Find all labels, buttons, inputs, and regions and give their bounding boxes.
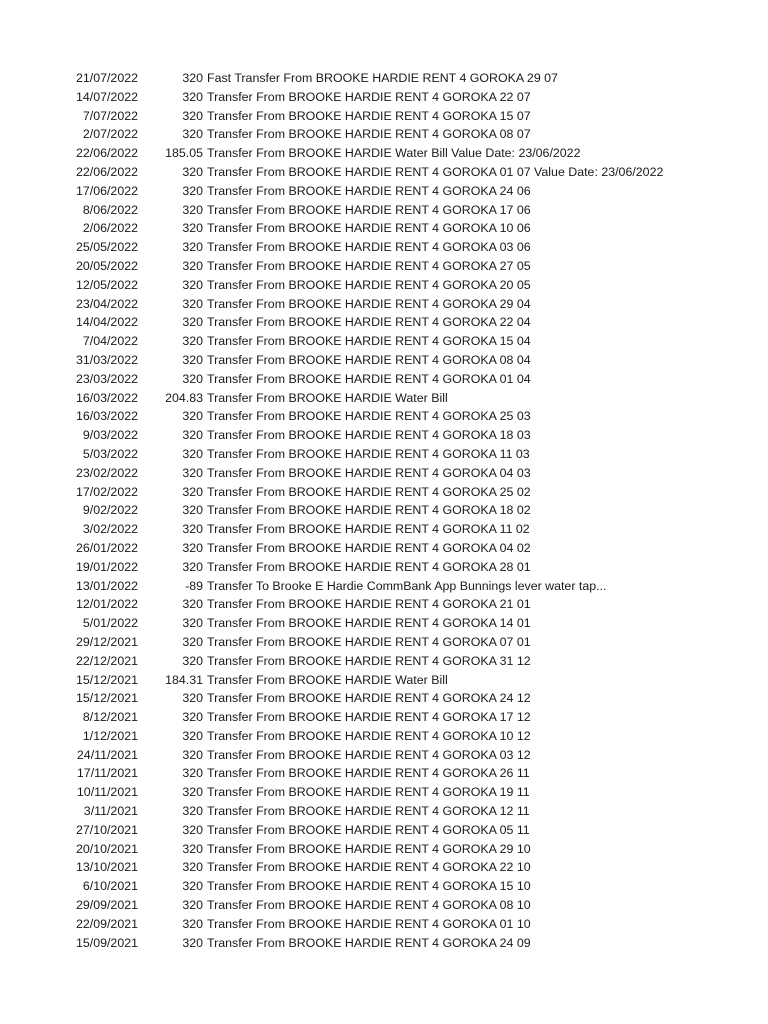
transaction-date: 17/02/2022 <box>75 484 138 499</box>
transaction-description: Transfer From BROOKE HARDIE RENT 4 GOROKA 08 04 <box>207 352 531 367</box>
transaction-description: Transfer From BROOKE HARDIE RENT 4 GOROKA 15 07 <box>207 108 531 123</box>
transaction-date: 2/06/2022 <box>82 221 138 236</box>
transaction-date: 10/11/2021 <box>76 785 138 800</box>
transaction-row <box>0 652 768 671</box>
transaction-description: Transfer From BROOKE HARDIE RENT 4 GOROKA 28 01 <box>207 559 531 574</box>
transaction-row <box>0 370 768 389</box>
transaction-row <box>0 577 768 596</box>
transaction-description: Transfer From BROOKE HARDIE RENT 4 GOROKA 15 04 <box>207 334 531 349</box>
transaction-amount: 320 <box>182 728 203 743</box>
transaction-amount: 320 <box>182 860 203 875</box>
transaction-amount: 320 <box>182 879 203 894</box>
transaction-amount: 320 <box>182 296 203 311</box>
transaction-date: 9/03/2022 <box>82 428 138 443</box>
transaction-row <box>0 746 768 765</box>
transaction-amount: 320 <box>182 766 203 781</box>
transaction-amount: 320 <box>182 747 203 762</box>
transaction-amount: 204.83 <box>165 390 203 405</box>
transaction-amount: 320 <box>182 710 203 725</box>
transaction-row <box>0 877 768 896</box>
transaction-amount: 320 <box>182 221 203 236</box>
transaction-row <box>0 558 768 577</box>
transaction-amount: 320 <box>182 446 203 461</box>
transaction-date: 20/05/2022 <box>75 258 138 273</box>
transaction-description: Transfer From BROOKE HARDIE RENT 4 GOROKA 05 11 <box>207 822 530 837</box>
transaction-description: Transfer From BROOKE HARDIE RENT 4 GOROKA 25 02 <box>207 484 531 499</box>
transaction-date: 17/11/2021 <box>76 766 138 781</box>
transaction-row <box>0 520 768 539</box>
transaction-date: 27/10/2021 <box>75 822 138 837</box>
transaction-amount: 320 <box>182 240 203 255</box>
transaction-date: 14/04/2022 <box>75 315 138 330</box>
transaction-amount: 320 <box>182 71 203 85</box>
transaction-row <box>0 858 768 877</box>
transaction-amount: 320 <box>182 89 203 104</box>
transaction-description: Transfer From BROOKE HARDIE RENT 4 GOROKA 01 04 <box>207 371 531 386</box>
transaction-row <box>0 802 768 821</box>
transaction-date: 16/03/2022 <box>75 390 138 405</box>
transaction-amount: 320 <box>182 409 203 424</box>
transaction-row <box>0 295 768 314</box>
transaction-description: Transfer From BROOKE HARDIE RENT 4 GOROKA 08 10 <box>207 898 531 913</box>
transaction-date: 9/02/2022 <box>82 503 138 518</box>
transaction-description: Transfer From BROOKE HARDIE RENT 4 GOROKA 24 12 <box>207 691 531 706</box>
transaction-description: Transfer From BROOKE HARDIE RENT 4 GOROKA 22 10 <box>207 860 531 875</box>
transaction-row <box>0 708 768 727</box>
transaction-amount: 320 <box>182 634 203 649</box>
transaction-description: Transfer From BROOKE HARDIE RENT 4 GOROKA 04 03 <box>207 465 531 480</box>
transaction-row <box>0 727 768 746</box>
transaction-amount: 320 <box>182 371 203 386</box>
transaction-description: Transfer To Brooke E Hardie CommBank App Bunnings lever water tap... <box>207 578 607 593</box>
transaction-description: Transfer From BROOKE HARDIE RENT 4 GOROKA 11 02 <box>207 522 530 537</box>
transaction-row <box>0 764 768 783</box>
transaction-date: 7/04/2022 <box>82 334 138 349</box>
transaction-row <box>0 595 768 614</box>
transaction-description: Transfer From BROOKE HARDIE RENT 4 GOROKA 20 05 <box>207 277 531 292</box>
transaction-row <box>0 483 768 502</box>
transaction-date: 15/12/2021 <box>75 691 138 706</box>
transaction-description: Transfer From BROOKE HARDIE RENT 4 GOROKA 25 03 <box>207 409 531 424</box>
transaction-date: 29/12/2021 <box>75 634 138 649</box>
transaction-description: Transfer From BROOKE HARDIE RENT 4 GOROKA 22 04 <box>207 315 531 330</box>
transaction-amount: 320 <box>182 108 203 123</box>
transaction-row <box>0 915 768 934</box>
transaction-row <box>0 107 768 126</box>
transaction-description: Fast Transfer From BROOKE HARDIE RENT 4 GOROKA 29 07 <box>207 71 558 85</box>
transaction-row <box>0 257 768 276</box>
transaction-description: Transfer From BROOKE HARDIE Water Bill <box>207 390 448 405</box>
transaction-date: 22/12/2021 <box>75 653 138 668</box>
transaction-row <box>0 464 768 483</box>
transaction-amount: 320 <box>182 127 203 142</box>
transaction-date: 1/12/2021 <box>82 728 138 743</box>
transaction-row <box>0 276 768 295</box>
transaction-row <box>0 840 768 859</box>
transaction-amount: 320 <box>182 315 203 330</box>
transaction-date: 22/06/2022 <box>75 164 138 179</box>
transaction-amount: 184.31 <box>165 672 203 687</box>
transaction-description: Transfer From BROOKE HARDIE RENT 4 GOROKA 14 01 <box>207 616 531 631</box>
transaction-description: Transfer From BROOKE HARDIE RENT 4 GOROKA 31 12 <box>207 653 531 668</box>
transaction-amount: 320 <box>182 822 203 837</box>
transaction-date: 13/01/2022 <box>75 578 138 593</box>
transaction-description: Transfer From BROOKE HARDIE RENT 4 GOROKA 27 05 <box>207 258 531 273</box>
transaction-date: 12/01/2022 <box>75 597 138 612</box>
transaction-amount: 320 <box>182 916 203 931</box>
transaction-amount: 320 <box>182 898 203 913</box>
transaction-date: 24/11/2021 <box>76 747 138 762</box>
transaction-row <box>0 389 768 408</box>
transaction-description: Transfer From BROOKE HARDIE Water Bill Value Date: 23/06/2022 <box>207 146 581 161</box>
transaction-description: Transfer From BROOKE HARDIE RENT 4 GOROKA 29 04 <box>207 296 531 311</box>
transaction-row <box>0 501 768 520</box>
transaction-date: 17/06/2022 <box>75 183 138 198</box>
transaction-row <box>0 783 768 802</box>
transaction-amount: 320 <box>182 428 203 443</box>
transaction-description: Transfer From BROOKE HARDIE RENT 4 GOROKA 10 06 <box>207 221 531 236</box>
transaction-date: 23/02/2022 <box>75 465 138 480</box>
transaction-description: Transfer From BROOKE HARDIE RENT 4 GOROKA 03 06 <box>207 240 531 255</box>
transaction-row <box>0 219 768 238</box>
transaction-date: 13/10/2021 <box>75 860 138 875</box>
transaction-row <box>0 88 768 107</box>
transaction-description: Transfer From BROOKE HARDIE RENT 4 GOROKA 17 06 <box>207 202 531 217</box>
transaction-description: Transfer From BROOKE HARDIE RENT 4 GOROKA 04 02 <box>207 540 531 555</box>
transaction-description: Transfer From BROOKE HARDIE RENT 4 GOROKA 08 07 <box>207 127 531 142</box>
transaction-date: 5/01/2022 <box>82 616 138 631</box>
transaction-date: 2/07/2022 <box>82 127 138 142</box>
transaction-row <box>0 201 768 220</box>
transaction-date: 3/02/2022 <box>82 522 138 537</box>
transaction-row <box>0 69 768 88</box>
transaction-row <box>0 182 768 201</box>
transaction-amount: 320 <box>182 202 203 217</box>
transaction-description: Transfer From BROOKE HARDIE RENT 4 GOROKA 07 01 <box>207 634 531 649</box>
transaction-amount: 320 <box>182 597 203 612</box>
transaction-description: Transfer From BROOKE HARDIE RENT 4 GOROKA 18 03 <box>207 428 531 443</box>
transaction-row <box>0 351 768 370</box>
transaction-amount: 320 <box>182 785 203 800</box>
transaction-description: Transfer From BROOKE HARDIE RENT 4 GOROKA 03 12 <box>207 747 531 762</box>
transaction-amount: 320 <box>182 522 203 537</box>
transaction-description: Transfer From BROOKE HARDIE RENT 4 GOROKA 21 01 <box>207 597 531 612</box>
transaction-date: 26/01/2022 <box>75 540 138 555</box>
transaction-row <box>0 614 768 633</box>
transaction-row <box>0 144 768 163</box>
transaction-date: 16/03/2022 <box>75 409 138 424</box>
transaction-amount: 320 <box>182 277 203 292</box>
transaction-amount: 320 <box>182 183 203 198</box>
transaction-row <box>0 633 768 652</box>
transaction-date: 6/10/2021 <box>82 879 138 894</box>
transaction-date: 22/06/2022 <box>75 146 138 161</box>
transaction-date: 20/10/2021 <box>75 841 138 856</box>
transaction-amount: 320 <box>182 484 203 499</box>
transaction-amount: -89 <box>185 578 203 593</box>
transaction-date: 12/05/2022 <box>75 277 138 292</box>
transaction-description: Transfer From BROOKE HARDIE RENT 4 GOROKA 24 06 <box>207 183 531 198</box>
transaction-description: Transfer From BROOKE HARDIE RENT 4 GOROKA 01 07 Value Date: 23/06/2022 <box>207 164 664 179</box>
transaction-row <box>0 238 768 257</box>
transaction-description: Transfer From BROOKE HARDIE RENT 4 GOROKA 10 12 <box>207 728 531 743</box>
transaction-description: Transfer From BROOKE HARDIE RENT 4 GOROKA 22 07 <box>207 89 531 104</box>
transaction-amount: 320 <box>182 334 203 349</box>
transaction-amount: 185.05 <box>165 146 203 161</box>
transaction-row <box>0 671 768 690</box>
transaction-description: Transfer From BROOKE HARDIE RENT 4 GOROKA 24 09 <box>207 935 531 950</box>
transaction-date: 25/05/2022 <box>75 240 138 255</box>
transaction-amount: 320 <box>182 653 203 668</box>
transaction-description: Transfer From BROOKE HARDIE RENT 4 GOROKA 17 12 <box>207 710 531 725</box>
transaction-description: Transfer From BROOKE HARDIE RENT 4 GOROKA 15 10 <box>207 879 531 894</box>
transaction-date: 22/09/2021 <box>75 916 138 931</box>
transaction-amount: 320 <box>182 503 203 518</box>
transaction-row <box>0 821 768 840</box>
transaction-row <box>0 163 768 182</box>
transaction-description: Transfer From BROOKE HARDIE RENT 4 GOROKA 18 02 <box>207 503 531 518</box>
transaction-date: 8/12/2021 <box>82 710 138 725</box>
transaction-amount: 320 <box>182 465 203 480</box>
transaction-description: Transfer From BROOKE HARDIE RENT 4 GOROKA 29 10 <box>207 841 531 856</box>
transaction-description: Transfer From BROOKE HARDIE RENT 4 GOROKA 26 11 <box>207 766 530 781</box>
transaction-date: 5/03/2022 <box>82 446 138 461</box>
transaction-row <box>0 934 768 953</box>
transaction-date: 23/03/2022 <box>75 371 138 386</box>
transaction-amount: 320 <box>182 804 203 819</box>
transaction-date: 15/12/2021 <box>75 672 138 687</box>
transaction-date: 23/04/2022 <box>75 296 138 311</box>
transaction-description: Transfer From BROOKE HARDIE RENT 4 GOROKA 01 10 <box>207 916 531 931</box>
transaction-amount: 320 <box>182 540 203 555</box>
transaction-row <box>0 896 768 915</box>
transaction-row <box>0 407 768 426</box>
transaction-date: 8/06/2022 <box>82 202 138 217</box>
transaction-date: 21/07/2022 <box>75 71 138 85</box>
transaction-row <box>0 332 768 351</box>
transaction-date: 29/09/2021 <box>75 898 138 913</box>
transaction-amount: 320 <box>182 258 203 273</box>
transaction-row <box>0 445 768 464</box>
transaction-amount: 320 <box>182 841 203 856</box>
transaction-date: 15/09/2021 <box>75 935 138 950</box>
transaction-amount: 320 <box>182 164 203 179</box>
transaction-table <box>0 69 768 952</box>
transaction-amount: 320 <box>182 935 203 950</box>
transaction-amount: 320 <box>182 691 203 706</box>
transaction-date: 19/01/2022 <box>75 559 138 574</box>
transaction-amount: 320 <box>182 559 203 574</box>
transaction-row <box>0 313 768 332</box>
transaction-row <box>0 426 768 445</box>
transaction-date: 3/11/2021 <box>83 804 138 819</box>
transaction-description: Transfer From BROOKE HARDIE Water Bill <box>207 672 448 687</box>
transaction-row <box>0 689 768 708</box>
transaction-description: Transfer From BROOKE HARDIE RENT 4 GOROKA 19 11 <box>207 785 530 800</box>
transaction-amount: 320 <box>182 616 203 631</box>
transaction-row <box>0 539 768 558</box>
transaction-date: 14/07/2022 <box>75 89 138 104</box>
transaction-date: 31/03/2022 <box>75 352 138 367</box>
transaction-amount: 320 <box>182 352 203 367</box>
transaction-row <box>0 125 768 144</box>
transaction-description: Transfer From BROOKE HARDIE RENT 4 GOROKA 11 03 <box>207 446 530 461</box>
transaction-description: Transfer From BROOKE HARDIE RENT 4 GOROKA 12 11 <box>207 804 530 819</box>
transaction-date: 7/07/2022 <box>82 108 138 123</box>
